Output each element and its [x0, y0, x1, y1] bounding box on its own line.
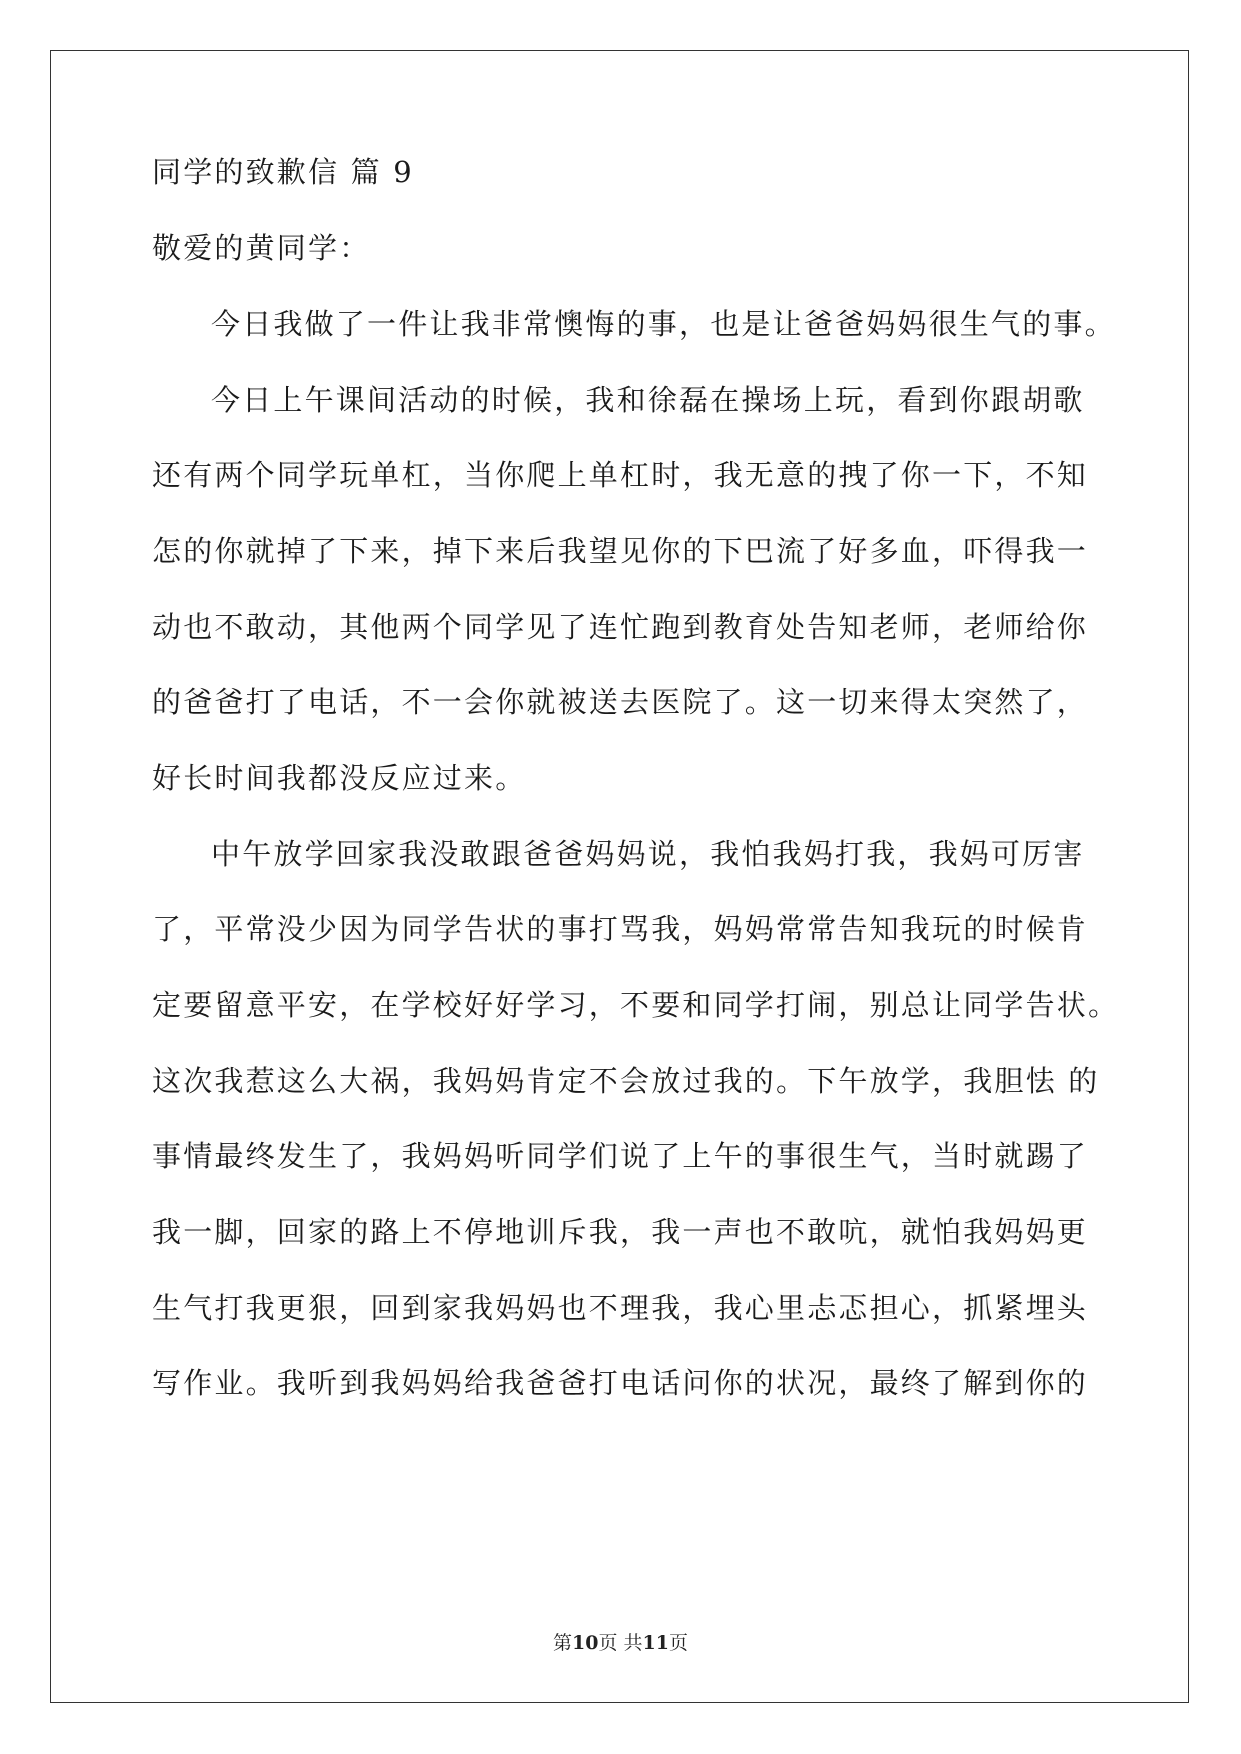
paragraph-line: 动也不敢动，其他两个同学见了连忙跑到教育处告知老师，老师给你	[152, 610, 1089, 644]
paragraph-line: 今日我做了一件让我非常懊悔的事，也是让爸爸妈妈很生气的事。	[211, 307, 1116, 341]
page-border	[50, 50, 1189, 1703]
paragraph-line: 这次我惹这么大祸，我妈妈肯定不会放过我的。下午放学，我胆怯 的	[152, 1064, 1100, 1098]
page-suffix: 页	[668, 1632, 688, 1654]
paragraph-line: 今日上午课间活动的时候，我和徐磊在操场上玩，看到你跟胡歌	[211, 383, 1085, 417]
paragraph-line: 写作业。我听到我妈妈给我爸爸打电话问你的状况，最终了解到你的	[152, 1366, 1089, 1400]
paragraph-line: 好长时间我都没反应过来。	[152, 761, 527, 795]
paragraph-line: 中午放学回家我没敢跟爸爸妈妈说，我怕我妈打我，我妈可厉害	[211, 837, 1085, 871]
page-number-footer	[0, 1628, 1241, 1655]
page-total: 11	[642, 1632, 669, 1654]
page-current: 10	[572, 1632, 599, 1654]
paragraph-line: 事情最终发生了，我妈妈听同学们说了上午的事很生气，当时就踢了	[152, 1139, 1089, 1173]
paragraph-line: 的爸爸打了电话，不一会你就被送去医院了。这一切来得太突然了，	[152, 685, 1089, 719]
paragraph-line: 了，平常没少因为同学告状的事打骂我，妈妈常常告知我玩的时候肯	[152, 912, 1089, 946]
document-title: 同学的致歉信 篇 9	[152, 155, 414, 189]
paragraph-line: 定要留意平安，在学校好好学习，不要和同学打闹，别总让同学告状。	[152, 988, 1120, 1022]
page-prefix: 第	[553, 1632, 573, 1654]
paragraph-line: 怎的你就掉了下来，掉下来后我望见你的下巴流了好多血，吓得我一	[152, 534, 1089, 568]
salutation: 敬爱的黄同学：	[152, 231, 371, 265]
page-mid: 页 共	[598, 1632, 643, 1654]
paragraph-line: 生气打我更狠，回到家我妈妈也不理我，我心里忐忑担心，抓紧埋头	[152, 1291, 1089, 1325]
paragraph-line: 我一脚，回家的路上不停地训斥我，我一声也不敢吭，就怕我妈妈更	[152, 1215, 1089, 1249]
paragraph-line: 还有两个同学玩单杠，当你爬上单杠时，我无意的拽了你一下，不知	[152, 458, 1089, 492]
